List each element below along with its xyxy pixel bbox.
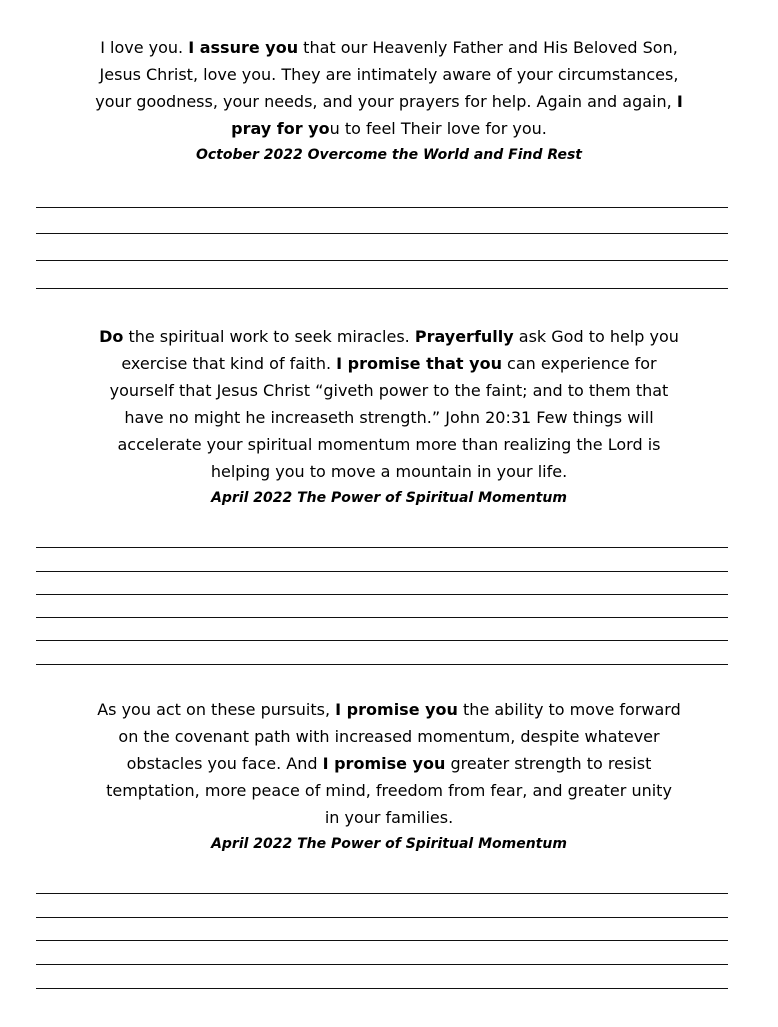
quote-text: on the covenant path with increased momentum, despite whatever: [118, 727, 660, 746]
quote-text: that our Heavenly Father and His Beloved Son,: [298, 38, 678, 57]
writing-line: [36, 964, 728, 965]
writing-line: [36, 571, 728, 572]
quote-line: [20, 458, 758, 485]
quote-line: [20, 323, 758, 350]
quote-text: obstacles you face. And: [126, 754, 323, 773]
quote-line: [20, 350, 758, 377]
emphasized-text: I: [676, 92, 683, 111]
writing-line: [36, 664, 728, 665]
quote-text: temptation, more peace of mind, freedom from fear, and greater unity: [106, 781, 672, 800]
citation: April 2022 The Power of Spiritual Momentum: [211, 836, 567, 852]
citation: October 2022 Overcome the World and Find Rest: [195, 147, 582, 163]
quote-line: [20, 34, 758, 61]
quote-text: I love you.: [100, 38, 189, 57]
quote-text: can experience for: [501, 354, 657, 373]
quote-line: [20, 750, 758, 777]
quote-text: u to feel Their love for you.: [329, 119, 547, 138]
quote-section-3: [20, 696, 758, 858]
writing-line: [36, 893, 728, 894]
quote-section-2: [20, 323, 758, 512]
quote-text: As you act on these pursuits,: [97, 700, 336, 719]
writing-line: [36, 207, 728, 208]
emphasized-text: I promise you: [322, 754, 446, 773]
quote-line: [20, 696, 758, 723]
quote-line: [20, 431, 758, 458]
quote-section-1: [20, 34, 758, 169]
writing-line: [36, 640, 728, 641]
quote-text: helping you to move a mountain in your life.: [210, 462, 568, 481]
quote-text: ask God to help you: [513, 327, 679, 346]
quote-line: [20, 88, 758, 115]
writing-line: [36, 617, 728, 618]
writing-line: [36, 594, 728, 595]
emphasized-text: Prayerfully: [414, 327, 514, 346]
quote-line: [20, 777, 758, 804]
writing-line: [36, 988, 728, 989]
citation: April 2022 The Power of Spiritual Momentum: [211, 490, 567, 506]
quote-text: Jesus Christ, love you. They are intimately aware of your circumstances,: [99, 65, 679, 84]
quote-text: exercise that kind of faith.: [121, 354, 337, 373]
quote-line: [20, 404, 758, 431]
writing-line: [36, 233, 728, 234]
quote-line: [20, 61, 758, 88]
quote-line: [20, 115, 758, 142]
emphasized-text: I assure you: [188, 38, 299, 57]
emphasized-text: pray for yo: [231, 119, 330, 138]
emphasized-text: Do: [99, 327, 124, 346]
quote-line: [20, 377, 758, 404]
quote-line: [20, 723, 758, 750]
writing-line: [36, 288, 728, 289]
emphasized-text: I promise you: [335, 700, 458, 719]
quote-text: accelerate your spiritual momentum more than realizing the Lord is: [117, 435, 661, 454]
emphasized-text: I promise that you: [336, 354, 502, 373]
quote-line: [20, 804, 758, 831]
quote-text: have no might he increaseth strength.” John 20:31 Few things will: [124, 408, 654, 427]
quote-text: greater strength to resist: [445, 754, 652, 773]
writing-line: [36, 547, 728, 548]
quote-text: yourself that Jesus Christ “giveth power to the faint; and to them that: [109, 381, 669, 400]
writing-line: [36, 940, 728, 941]
quote-text: in your families.: [324, 808, 454, 827]
quote-text: the spiritual work to seek miracles.: [123, 327, 415, 346]
writing-line: [36, 260, 728, 261]
writing-line: [36, 917, 728, 918]
quote-text: the ability to move forward: [457, 700, 681, 719]
quote-text: your goodness, your needs, and your prayers for help. Again and again,: [95, 92, 677, 111]
